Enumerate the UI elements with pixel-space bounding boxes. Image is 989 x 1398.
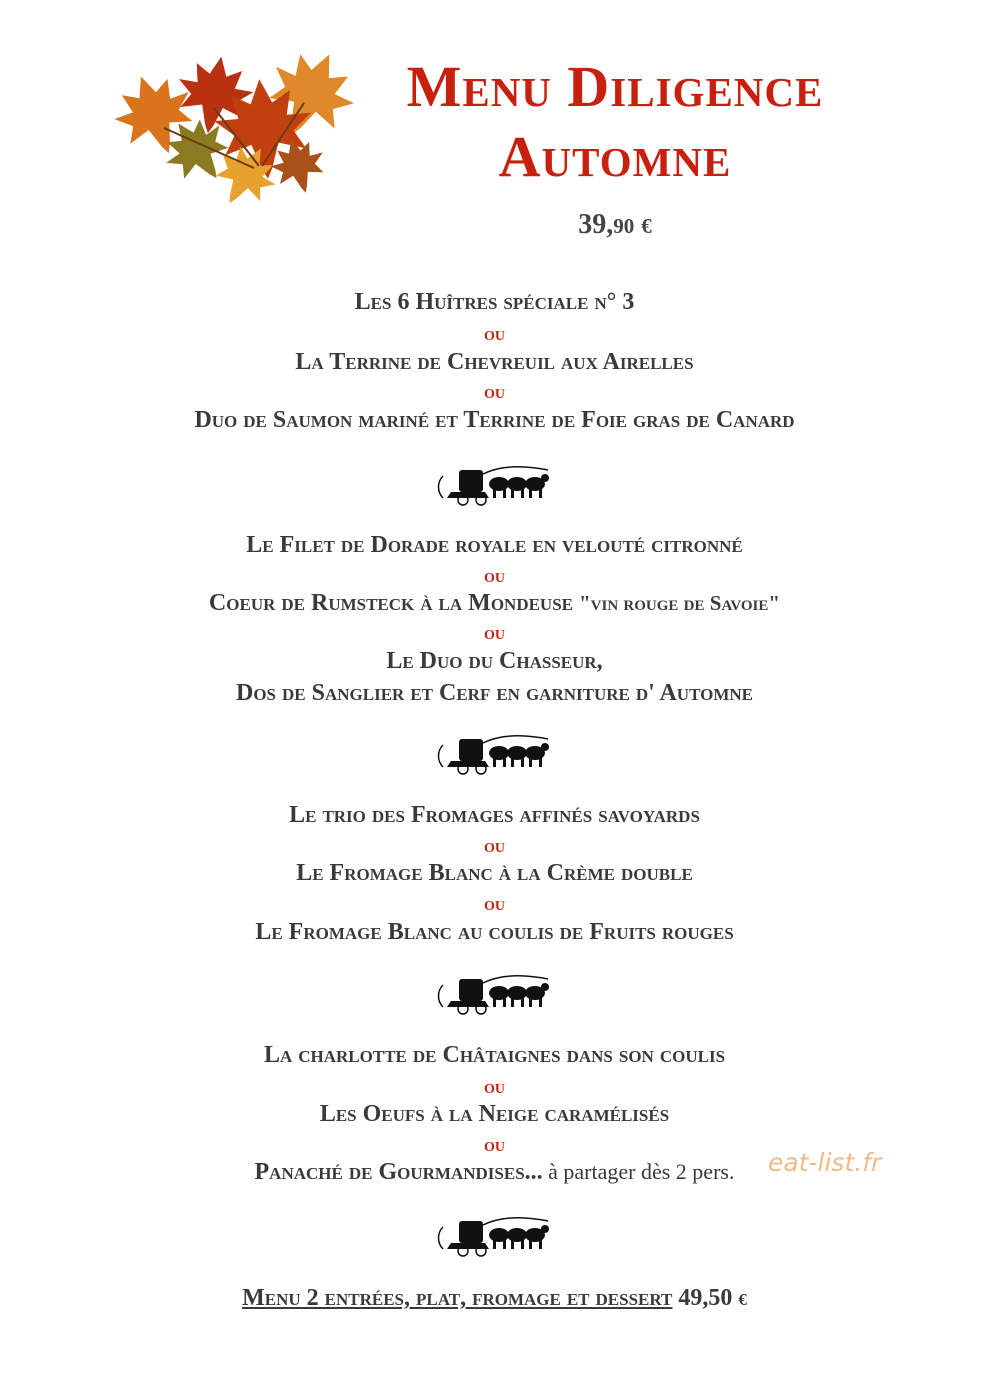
separator-ou: ou <box>484 835 505 857</box>
menu-title-line1: Menu Diligence <box>406 54 824 119</box>
full-menu-offer <box>0 1286 989 1310</box>
price-cents: 90 <box>613 214 635 238</box>
plat-item-2-note: "vin rouge de Savoie" <box>579 591 781 615</box>
watermark: eat-list.fr <box>768 1148 882 1177</box>
separator-ou: ou <box>484 323 505 345</box>
fromage-item-3: Le Fromage Blanc au coulis de Fruits rouges <box>255 919 734 945</box>
entree-item-3: Duo de Saumon mariné et Terrine de Foie gras de Canard <box>194 407 795 433</box>
separator-ou: ou <box>484 622 505 644</box>
stagecoach-icon <box>433 967 557 1017</box>
separator-ou: ou <box>484 1076 505 1098</box>
autumn-leaves-icon <box>104 48 354 214</box>
plat-item-3-line2: Dos de Sanglier et Cerf en garniture d' Automne <box>236 680 753 706</box>
price-currency: € <box>641 214 652 238</box>
stagecoach-icon <box>433 458 557 508</box>
fromage-item-1: Le trio des Fromages affinés savoyards <box>289 802 700 828</box>
fromage-item-2: Le Fromage Blanc à la Crème double <box>296 860 693 886</box>
separator-ou: ou <box>484 565 505 587</box>
entree-item-1: Les 6 Huîtres spéciale n° 3 <box>354 289 635 315</box>
full-menu-price: 49,50 <box>678 1285 733 1311</box>
stagecoach-icon <box>433 1209 557 1259</box>
menu-price <box>480 209 750 241</box>
plat-item-3-line1: Le Duo du Chasseur, <box>386 648 603 674</box>
menu-title-line2: Automne <box>498 124 732 189</box>
dessert-item-3-note: à partager dès 2 pers. <box>542 1159 735 1184</box>
full-menu-label: Menu 2 entrées, plat, fromage et dessert <box>242 1285 673 1311</box>
price-euros: 39, <box>578 209 614 240</box>
dessert-item-3-main: Panaché de Gourmandises... <box>254 1159 543 1185</box>
full-menu-currency: € <box>738 1290 747 1309</box>
separator-ou: ou <box>484 1134 505 1156</box>
separator-ou: ou <box>484 893 505 915</box>
dessert-item-1: La charlotte de Châtaignes dans son coulis <box>263 1042 726 1068</box>
entree-item-2: La Terrine de Chevreuil aux Airelles <box>295 349 694 375</box>
dessert-item-2: Les Oeufs à la Neige caramélisés <box>319 1101 670 1127</box>
plat-item-1: Le Filet de Dorade royale en velouté citronné <box>246 532 743 558</box>
plat-item-2 <box>0 591 989 615</box>
plat-item-2-main: Coeur de Rumsteck à la Mondeuse <box>208 590 580 616</box>
separator-ou: ou <box>484 381 505 403</box>
stagecoach-icon <box>433 727 557 777</box>
